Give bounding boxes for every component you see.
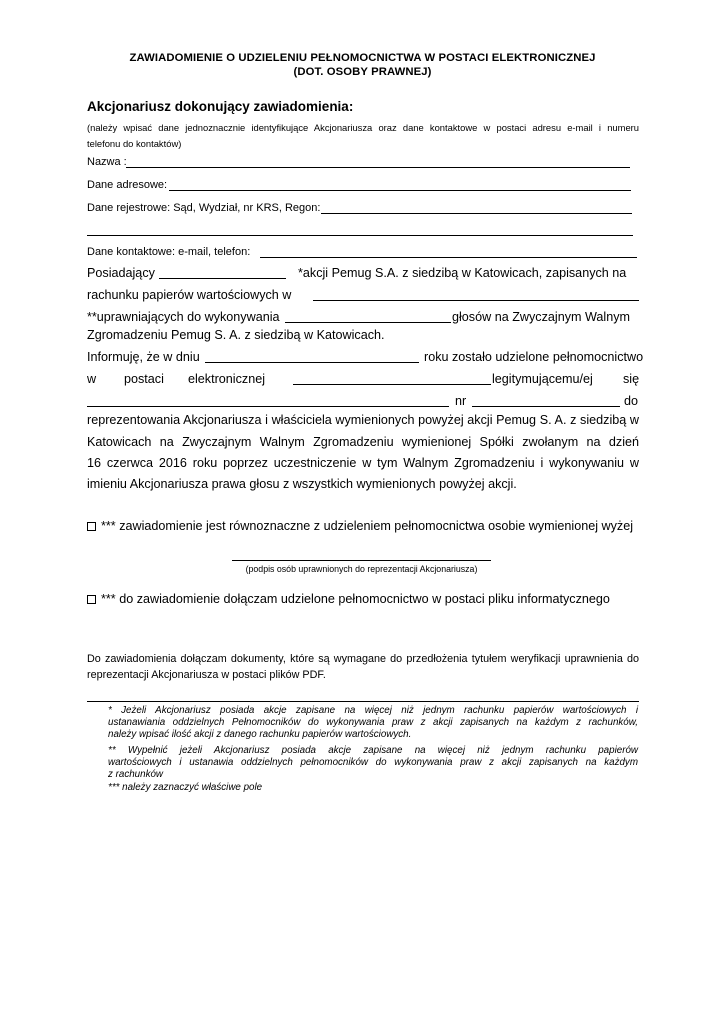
address-row (87, 177, 639, 193)
signature-line[interactable] (232, 560, 491, 561)
signature-caption: (podpis osób uprawnionych do reprezentacji Akcjonariusza) (245, 564, 478, 574)
form-w: w (87, 372, 97, 386)
option2-checkbox[interactable] (87, 595, 96, 604)
paragraph-line2: Katowicach na Zwyczajnym Walnym Zgromadzeniu wymienionej Spółki zwołanym na dzień (87, 435, 639, 449)
attachments-line1: Do zawiadomienia dołączam dokumenty, które są wymagane do przedłożenia tytułem weryfikacji uprawnienia do (87, 653, 639, 665)
name-label: Nazwa : (87, 156, 127, 168)
document-title: ZAWIADOMIENIE O UDZIELENIU PEŁNOMOCNICTWA W POSTACI ELEKTRONICZNEJ (129, 52, 596, 64)
paragraph-line3: 16 czerwca 2016 roku poprzez uczestniczenie w tym Walnym Zgromadzeniu i wykonywaniu w (87, 456, 639, 470)
account-row (87, 284, 639, 306)
footnote2-line3: z rachunków (108, 769, 163, 780)
id-row (87, 390, 639, 412)
option2-label: *** do zawiadomienie dołączam udzielone pełnomocnictwo w postaci pliku informatycznego (101, 592, 610, 606)
document-number-field[interactable] (472, 406, 620, 407)
paragraph-line4: imieniu Akcjonariusza prawa głosu z wszystkich wymienionych powyżej akcji. (87, 477, 517, 491)
contact-row (87, 244, 639, 260)
attachments-line2: reprezentacji Akcjonariusza w postaci plików PDF. (87, 669, 326, 681)
account-prefix: rachunku papierów wartościowych w (87, 288, 292, 302)
footnote1-line1: * Jeżeli Akcjonariusz posiada akcje zapisane na więcej niż jednym rachunku papierów wartościowych i (108, 705, 638, 716)
contact-field[interactable] (260, 257, 637, 258)
contact-label: Dane kontaktowe: e-mail, telefon: (87, 246, 251, 258)
votes-prefix: **uprawniających do wykonywania (87, 310, 280, 324)
form-sie: się (623, 372, 640, 386)
option2-row (87, 592, 610, 606)
inform-prefix: Informuję, że w dniu (87, 350, 200, 364)
votes-count-field[interactable] (285, 322, 451, 323)
option1-row (87, 519, 633, 533)
shares-count-field[interactable] (159, 278, 286, 279)
registry-field[interactable] (321, 213, 632, 214)
proxy-name-field[interactable] (293, 384, 491, 385)
date-field[interactable] (205, 362, 419, 363)
account-field[interactable] (313, 300, 639, 301)
registry-extra-field[interactable] (87, 235, 633, 236)
holding-prefix: Posiadający (87, 266, 155, 280)
footnote2-line1: ** Wypełnić jeżeli Akcjonariusz posiada akcje zapisane na więcej niż jednym rachunku papierów (108, 745, 638, 756)
shareholder-heading: Akcjonariusz dokonujący zawiadomienia: (87, 99, 354, 114)
votes-row (87, 306, 639, 328)
form-elektronicznej: elektronicznej (188, 372, 266, 386)
footnote3: *** należy zaznaczyć właściwe pole (108, 782, 263, 793)
proxy-document-field[interactable] (87, 406, 449, 407)
shareholder-note-line2: telefonu do kontaktów) (87, 138, 182, 149)
holding-suffix: *akcji Pemug S.A. z siedzibą w Katowicach, zapisanych na (298, 266, 627, 280)
footnote-divider (87, 701, 639, 702)
address-field[interactable] (169, 190, 631, 191)
paragraph-line1: reprezentowania Akcjonariusza i właściciela wymienionych powyżej akcji Pemug S. A. z siedzibą w (87, 413, 639, 427)
votes-suffix: głosów na Zwyczajnym Walnym (452, 310, 630, 324)
form-suffix: legitymującemu/ej (492, 372, 593, 386)
footnote2-line2: wartościowych i ustanawia oddzielnych pełnomocników do wykonywania praw z akcji zapisanych na każdym (108, 757, 638, 768)
do-label: do (624, 394, 639, 408)
footnote1-line3: należy wpisać ilość akcji z danego rachunku papierów wartościowych. (108, 729, 412, 740)
address-label: Dane adresowe: (87, 179, 168, 191)
shareholder-note-line1: (należy wpisać dane jednoznacznie identyfikujące Akcjonariusza oraz dane kontaktowe w postaci adresu e-mail i numeru (87, 122, 639, 133)
name-row (87, 154, 639, 170)
nr-label: nr (455, 394, 467, 408)
footnote1-line2: ustanawiania oddzielnych Pełnomocników do wykonywania praw z akcji zapisanych na każdym z rachunków, (108, 717, 638, 728)
option1-label: *** zawiadomienie jest równoznaczne z udzieleniem pełnomocnictwa osobie wymienionej wyżej (101, 519, 634, 533)
meeting-line: Zgromadzeniu Pemug S. A. z siedzibą w Katowicach. (87, 328, 385, 342)
holding-row (87, 262, 639, 284)
registry-extra-row (87, 222, 639, 238)
inform-suffix: roku zostało udzielone pełnomocnictwo (424, 350, 644, 364)
form-postaci: postaci (124, 372, 164, 386)
registry-row (87, 200, 639, 216)
inform-row (87, 346, 644, 368)
name-field[interactable] (126, 167, 630, 168)
document-subtitle: (DOT. OSOBY PRAWNEJ) (293, 66, 432, 78)
registry-label: Dane rejestrowe: Sąd, Wydział, nr KRS, Regon: (87, 202, 321, 214)
option1-checkbox[interactable] (87, 522, 96, 531)
form-row (87, 368, 639, 390)
